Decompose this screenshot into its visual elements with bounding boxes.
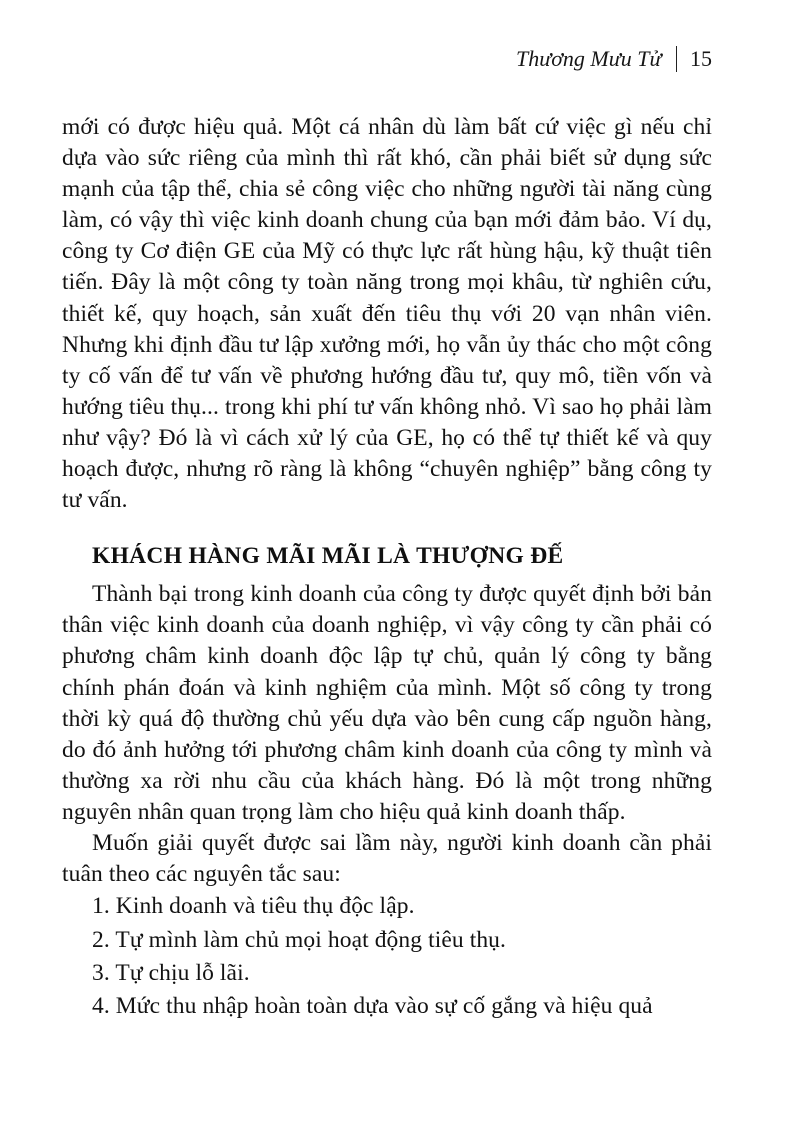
- page-number: 15: [690, 46, 712, 71]
- page-header: [62, 46, 712, 72]
- running-title: Thương Mưu Tử: [515, 46, 662, 71]
- paragraph-continuation: mới có được hiệu quả. Một cá nhân dù làm bất cứ việc gì nếu chỉ dựa vào sức riêng của mình thì rất khó, cần phải biết sử dụng sức mạnh của tập thể, chia sẻ công việc cho những người tài năng cùng làm, có vậy thì việc kinh doanh chung của bạn mới đảm bảo. Ví dụ, công ty Cơ điện GE của Mỹ có thực lực rất hùng hậu, kỹ thuật tiên tiến. Đây là một công ty toàn năng trong mọi khâu, từ nghiên cứu, thiết kế, quy hoạch, sản xuất đến tiêu thụ với 20 vạn nhân viên. Nhưng khi định đầu tư lập xưởng mới, họ vẫn ủy thác cho một công ty cố vấn để tư vấn về phương hướng đầu tư, quy mô, tiền vốn và hướng tiêu thụ... trong khi phí tư vấn không nhỏ. Vì sao họ phải làm như vậy? Đó là vì cách xử lý của GE, họ có thể tự thiết kế và quy hoạch được, nhưng rõ ràng là không “chuyên nghiệp” bằng công ty tư vấn.: [62, 114, 712, 514]
- list-item: 4. Mức thu nhập hoàn toàn dựa vào sự cố gắng và hiệu quả: [92, 993, 653, 1020]
- list-item: 3. Tự chịu lỗ lãi.: [92, 959, 250, 986]
- header-divider: [676, 46, 678, 72]
- page-body: [62, 112, 712, 1024]
- numbered-list: [62, 890, 712, 1024]
- list-item: 2. Tự mình làm chủ mọi hoạt động tiêu thụ.: [92, 926, 507, 953]
- list-item: 1. Kinh doanh và tiêu thụ độc lập.: [92, 893, 415, 920]
- section-heading: KHÁCH HÀNG MÃI MÃI LÀ THƯỢNG ĐẾ: [92, 543, 564, 570]
- paragraph: Thành bại trong kinh doanh của công ty được quyết định bởi bản thân việc kinh doanh của doanh nghiệp, vì vậy công ty cần phải có phương châm kinh doanh độc lập tự chủ, quản lý công ty bằng chính phán đoán và kinh nghiệm của mình. Một số công ty trong thời kỳ quá độ thường chủ yếu dựa vào bên cung cấp nguồn hàng, do đó ảnh hưởng tới phương châm kinh doanh của công ty mình và thường xa rời nhu cầu của khách hàng. Đó là một trong những nguyên nhân quan trọng làm cho hiệu quả kinh doanh thấp.: [62, 581, 712, 825]
- paragraph: Muốn giải quyết được sai lầm này, người kinh doanh cần phải tuân theo các nguyên tắc sau:: [62, 829, 712, 888]
